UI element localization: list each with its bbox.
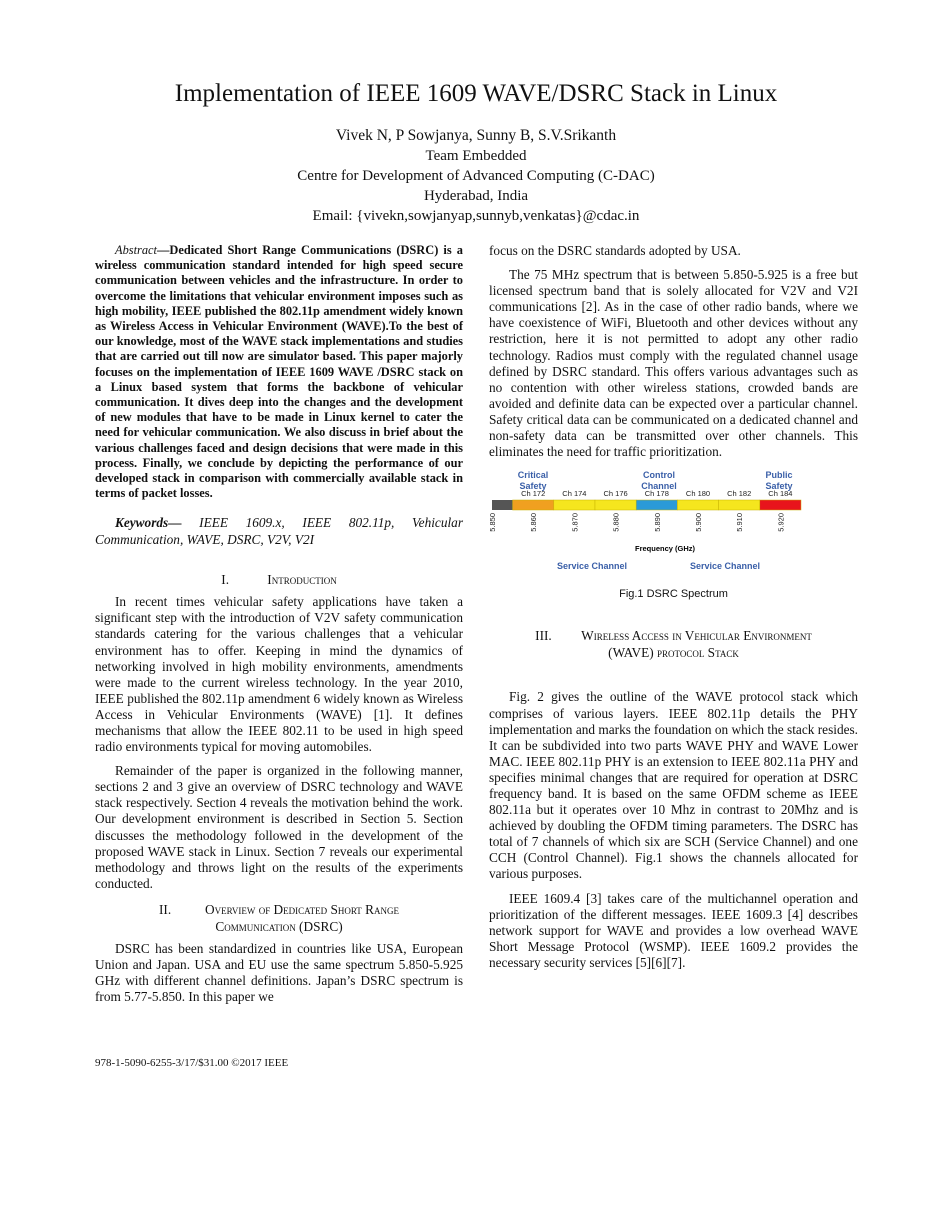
frequency-tick-label: 5.880 bbox=[611, 513, 621, 532]
section-3-paragraph-1: Fig. 2 gives the outline of the WAVE protocol stack which comprises of various layers. IEEE 802.11p details the PHY implementation and marks the foundation on which the stack resides. It can be subdivided into two parts WAVE PHY and WAVE Lower MAC. IEEE 802.11p PHY is an extension to IEEE 802.11a PHY and specifies minimal changes that are required for operation at DSRC frequency band. It is based on the same OFDM scheme as IEEE 802.11a but it operates over 10 Mhz in contrast to 20Mhz and is achieved by doubling the OFDM timing parameters. The DSRC has total of 7 channels of which six are SCH (Service Channel) and one CCH (Control Channel). Fig.1 shows the channels allocated for various purposes. bbox=[489, 689, 858, 882]
channel-label: Ch 176 bbox=[603, 489, 628, 499]
frequency-tick-label: 5.900 bbox=[694, 513, 703, 532]
frequency-tick-label: 5.870 bbox=[570, 513, 580, 532]
frequency-axis-label: Frequency (GHz) bbox=[634, 544, 696, 554]
channel-bar-ch-172 bbox=[513, 500, 554, 510]
guard-band bbox=[492, 500, 513, 510]
abstract-lead: Abstract bbox=[115, 243, 157, 257]
control-channel-label-line1: Control bbox=[643, 470, 675, 481]
author-organization: Centre for Development of Advanced Computing (C-DAC) bbox=[297, 168, 655, 184]
channel-label: Ch 182 bbox=[727, 489, 752, 499]
abstract-text: —Dedicated Short Range Communications (DSRC) is a wireless communication standard intended for high speed secure communication between vehicles and the infrastructure. In order to overcome the limitations that vehicular environment imposes such as high mobility, IEEE published the 802.11p amendment widely known as Wireless Access in Vehicular Environment (WAVE).To the best of our knowledge, most of the WAVE stack implementations and studies that are carried out till now are simulator based. This paper majorly focuses on the implementation of IEEE 1609 WAVE /DSRC stack on a Linux based system that forms the backbone of vehicular communication. It dives deep into the changes and the development of new modules that have to be made in Linux kernel to cater the need for vehicular communication. We also discuss in brief about the various challenges faced and design decisions that were made in this process. Finally, we conclude by depicting the performance of our developed stack in comparison with commercially available stack in terms of packet losses. bbox=[95, 243, 463, 501]
right-column bbox=[489, 243, 858, 971]
paper-title: Implementation of IEEE 1609 WAVE/DSRC Stack in Linux bbox=[174, 80, 778, 107]
service-channel-label-right: Service Channel bbox=[689, 561, 761, 572]
dsrc-spectrum-diagram bbox=[489, 462, 858, 582]
section-3-heading bbox=[489, 628, 858, 661]
frequency-tick-label: 5.890 bbox=[652, 513, 662, 532]
left-column bbox=[95, 243, 463, 1005]
channel-bar-ch-180 bbox=[677, 500, 718, 510]
channel-bar-ch-174 bbox=[554, 500, 595, 510]
section-1-heading bbox=[95, 572, 463, 589]
service-channel-label-left: Service Channel bbox=[556, 561, 628, 572]
section-2-number: II. bbox=[159, 901, 172, 917]
critical-safety-label-line2: Safety bbox=[519, 481, 547, 492]
keywords-lead: Keywords— bbox=[115, 515, 182, 531]
control-channel-label-line2: Channel bbox=[641, 481, 677, 492]
section-1-paragraph-1: In recent times vehicular safety applications have taken a significant step with the introduction of V2V safety communication standards catering for the various challenges that a vehicular environment has to offer. Keeping in mind the dynamics of networking involved in high mobility environments, amendments were made to the current wireless technology. In the year 2010, IEEE published the 802.11p amendment 6 widely known as Wireless Access in Vehicular Environments (WAVE) [1]. It defines mechanisms that allow the IEEE 802.11 to be used in high speed radio environments typical for moving automobiles. bbox=[95, 594, 463, 755]
section-3-paragraph-2: IEEE 1609.4 [3] takes care of the multichannel operation and prioritization of the different messages. IEEE 1609.3 [4] describes network support for WAVE and provides a low overhead WAVE Short Message Protocol (WSMP). IEEE 1609.2 provides the necessary security services [5][6][7]. bbox=[489, 890, 858, 970]
section-2-paragraph-1: DSRC has been standardized in countries like USA, European Union and Japan. USA and EU use the same spectrum 5.850-5.925 GHz with different channel definitions. Japan’s DSRC spectrum is from 5.77-5.850. In this paper we bbox=[95, 941, 463, 1005]
section-3-title-line2: (WAVE) protocol Stack bbox=[608, 644, 739, 660]
channel-label: Ch 178 bbox=[644, 489, 669, 499]
section-3-number: III. bbox=[535, 628, 552, 644]
author-team: Team Embedded bbox=[425, 148, 527, 164]
section-1-paragraph-2: Remainder of the paper is organized in the following manner, sections 2 and 3 give an overview of DSRC technology and WAVE stack respectively. Section 4 reveals the motivation behind the work. Our development environment is described in Section 5. Section discusses the methodology followed in the development of the proposed WAVE stack in Linux. Section 7 reveals our experimental methodology and throws light on the results of the experiments conducted. bbox=[95, 763, 463, 891]
section-2-title-line1: Overview of Dedicated Short Range bbox=[205, 901, 399, 917]
critical-safety-label-line1: Critical bbox=[517, 470, 549, 481]
channel-label: Ch 180 bbox=[685, 489, 711, 499]
section-3-title-line1: Wireless Access in Vehicular Environment bbox=[581, 628, 812, 644]
public-safety-label-line1: Public bbox=[765, 470, 793, 481]
figure-1-dsrc-spectrum bbox=[489, 462, 858, 602]
public-safety-label-line2: Safety bbox=[765, 481, 793, 492]
keywords-text: IEEE 1609.x, IEEE 802.11p, Vehicular Communication, WAVE, DSRC, V2V, V2I bbox=[95, 515, 463, 547]
channel-bar-ch-178 bbox=[636, 500, 677, 510]
channel-bar-ch-182 bbox=[719, 500, 760, 510]
channel-label: Ch 172 bbox=[521, 489, 546, 499]
author-names: Vivek N, P Sowjanya, Sunny B, S.V.Srikanth bbox=[335, 127, 617, 144]
keywords bbox=[95, 515, 463, 547]
section-1-title: Introduction bbox=[267, 571, 337, 587]
section-2-heading bbox=[95, 902, 463, 935]
author-location: Hyderabad, India bbox=[423, 188, 529, 204]
figure-1-caption: Fig.1 DSRC Spectrum bbox=[619, 588, 728, 601]
channel-bar-ch-184 bbox=[760, 500, 801, 510]
abstract bbox=[95, 243, 463, 501]
section-2-title-line2: Communication (DSRC) bbox=[215, 918, 343, 934]
frequency-tick-label: 5.860 bbox=[529, 513, 539, 532]
author-block bbox=[0, 126, 952, 226]
copyright-footer: 978-1-5090-6255-3/17/$31.00 ©2017 IEEE bbox=[95, 1057, 289, 1069]
frequency-tick-label: 5.920 bbox=[776, 513, 786, 532]
frequency-tick-label: 5.910 bbox=[735, 513, 745, 532]
channel-label: Ch 184 bbox=[768, 489, 793, 499]
author-email: Email: {vivekn,sowjanyap,sunnyb,venkatas}@cdac.in bbox=[312, 208, 640, 224]
frequency-tick-label: 5.850 bbox=[488, 513, 497, 532]
channel-bar-ch-176 bbox=[595, 500, 636, 510]
channel-label: Ch 174 bbox=[562, 489, 587, 499]
section-2-paragraph-2: The 75 MHz spectrum that is between 5.850-5.925 is a free but licensed spectrum band that is solely allocated for V2V and V2I communications [2]. As in the case of other radio bands, where we have coexistence of WiFi, Bluetooth and other devices without any restriction, here it is not permitted to adopt any other radio technology. Radios must comply with the regulated channel usage defined by DSRC standard. This offers various advantages such as no contention with other wireless stations, crowded bands are avoided and definite data can be expected over a particular channel. Safety critical data can be communicated on a dedicated channel and non-safety data can be transmitted over other channels. This eliminates the need for traffic prioritization. bbox=[489, 267, 858, 460]
section-1-number: I. bbox=[221, 571, 230, 587]
section-2-paragraph-1-continued: focus on the DSRC standards adopted by USA. bbox=[489, 243, 741, 258]
